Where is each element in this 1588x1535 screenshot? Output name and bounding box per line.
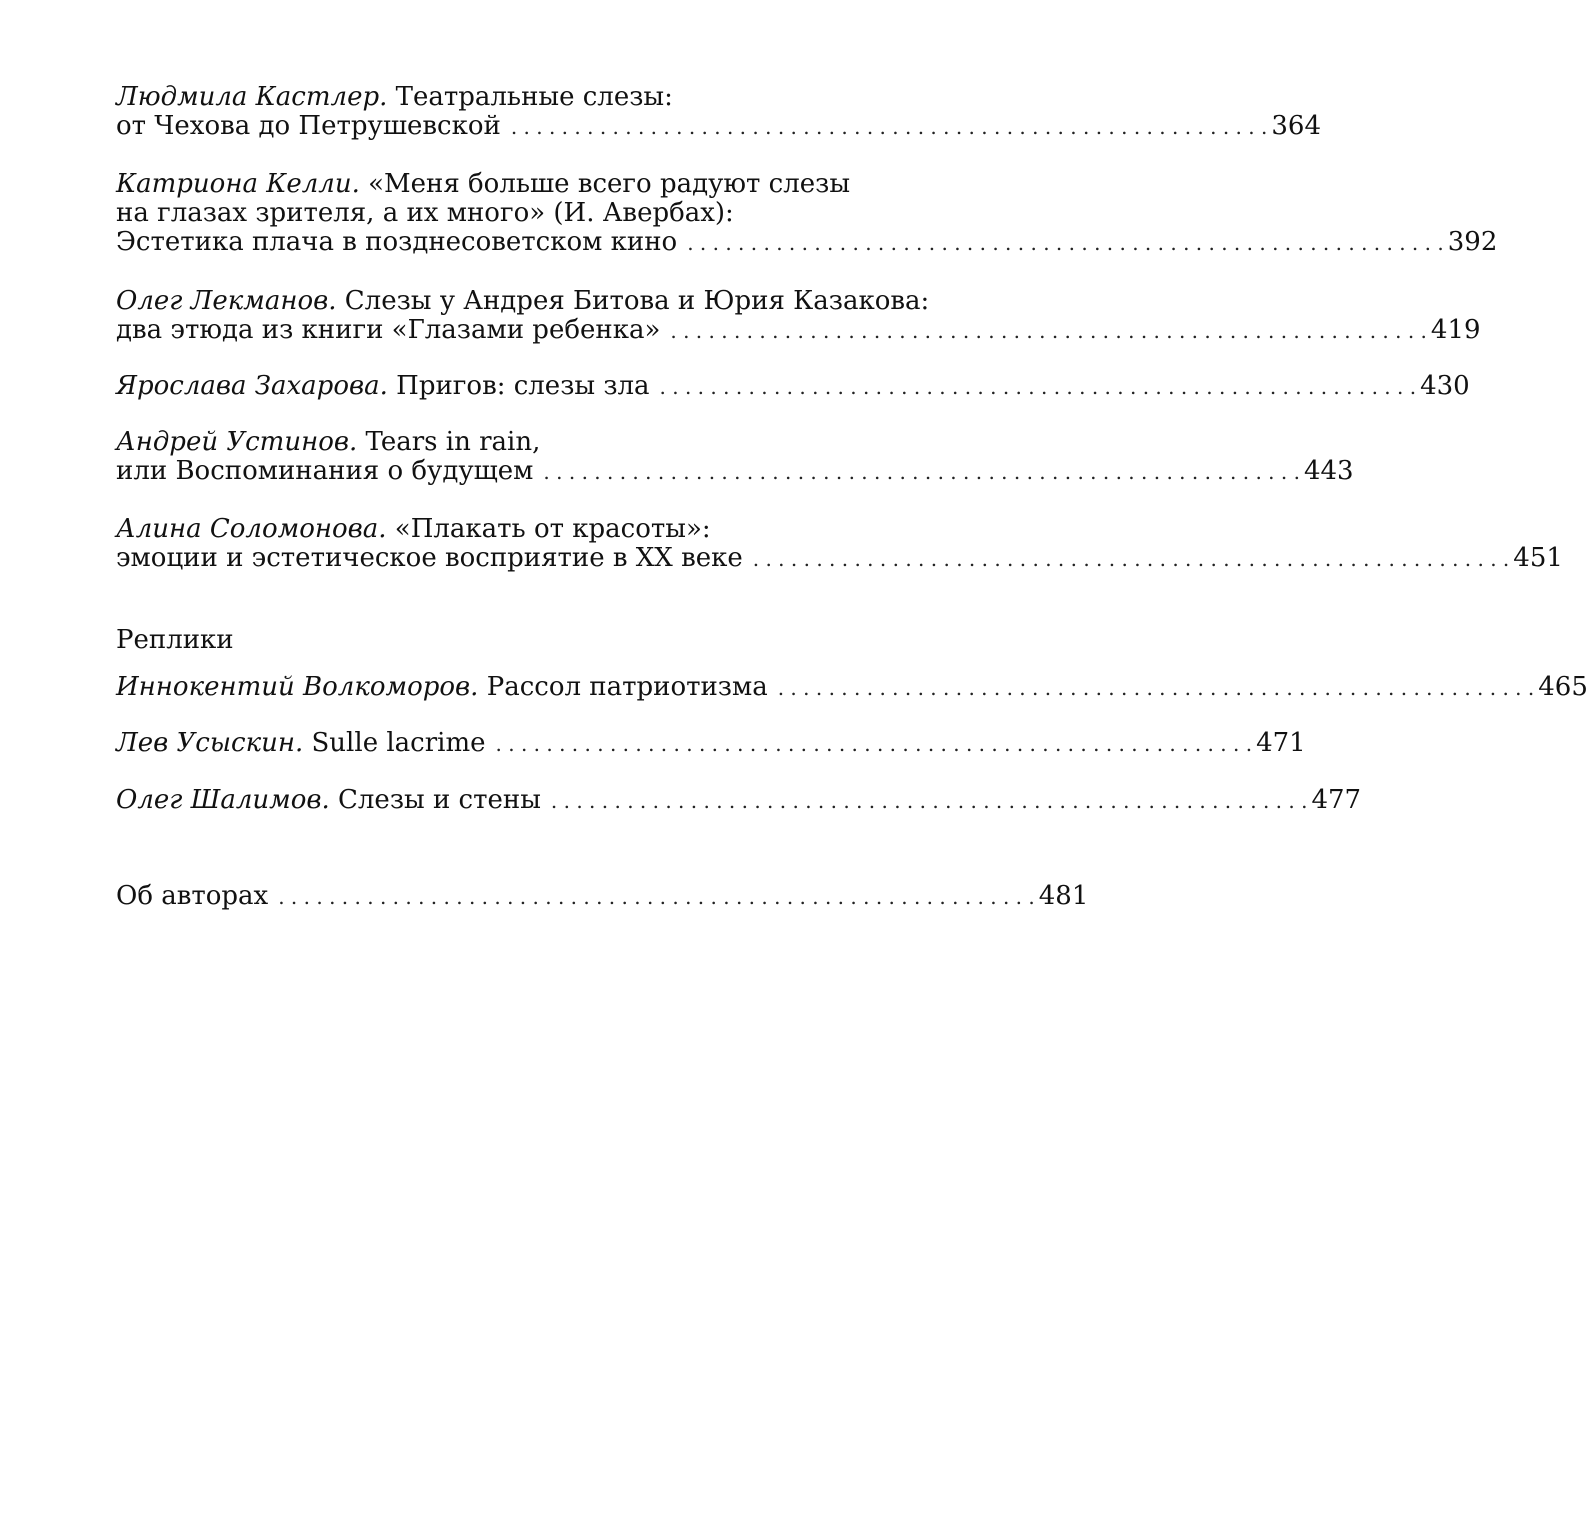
toc-author: Катриона Келли. bbox=[116, 169, 360, 199]
toc-entry[interactable] bbox=[116, 672, 1588, 703]
toc-title: Слезы у Андрея Битова и Юрия Казакова: bbox=[344, 286, 930, 316]
leader-dots: . . . . . . . . . . . . . . . . . . . . . . . . . . . . . . . . . . . . . . . . . . . . . . . . . . . . . . . . . . . . bbox=[659, 375, 1417, 399]
toc-title-line bbox=[116, 729, 486, 758]
toc-title: от Чехова до Петрушевской bbox=[116, 111, 501, 141]
toc-page-number: 364 bbox=[1271, 111, 1321, 141]
toc-entry-line bbox=[116, 428, 903, 457]
leader-dots: . . . . . . . . . . . . . . . . . . . . . . . . . . . . . . . . . . . . . . . . . . . . . . . . . . . . . . . . . . . . bbox=[543, 460, 1300, 484]
toc-title: Об авторах bbox=[116, 881, 269, 911]
toc-entry-line bbox=[116, 170, 903, 199]
section-heading: Реплики bbox=[116, 625, 234, 655]
toc-entry-last-line bbox=[116, 672, 1588, 703]
toc-entry[interactable] bbox=[116, 82, 1321, 142]
toc-author: Алина Соломонова. bbox=[116, 514, 387, 544]
toc-title: Слезы и стены bbox=[338, 785, 541, 815]
toc-entry[interactable] bbox=[116, 728, 1306, 759]
toc-author: Людмила Кастлер. bbox=[116, 82, 388, 112]
leader-dots: . . . . . . . . . . . . . . . . . . . . . . . . . . . . . . . . . . . . . . . . . . . . . . . . . . . . . . . . . . . . bbox=[278, 885, 1035, 909]
toc-page-number: 443 bbox=[1303, 456, 1354, 486]
toc-title: «Меня больше всего радуют слезы bbox=[368, 169, 851, 199]
toc-entry[interactable] bbox=[116, 427, 1354, 487]
toc-title: Пригов: слезы зла bbox=[396, 371, 650, 401]
toc-title: два этюда из книги «Глазами ребенка» bbox=[116, 315, 661, 345]
toc-entry-last-line bbox=[116, 543, 1563, 574]
toc-entry-last-line bbox=[116, 728, 1306, 759]
toc-entry-last-line bbox=[116, 111, 1321, 142]
toc-title: Sulle lacrime bbox=[311, 728, 486, 758]
toc-entry[interactable] bbox=[116, 514, 1563, 574]
toc-entry[interactable] bbox=[116, 169, 1498, 258]
leader-dots: . . . . . . . . . . . . . . . . . . . . . . . . . . . . . . . . . . . . . . . . . . . . . . . . . . . . . . . . . . . . bbox=[670, 319, 1427, 343]
toc-title: эмоции и эстетическое восприятие в XX веке bbox=[116, 543, 743, 573]
toc-author: Ярослава Захарова. bbox=[116, 371, 388, 401]
toc-entry-line bbox=[116, 515, 903, 544]
toc-title-line bbox=[116, 786, 541, 815]
toc-title: Tears in rain, bbox=[365, 427, 541, 457]
toc-page-number: 451 bbox=[1513, 543, 1563, 573]
toc-page-number: 471 bbox=[1256, 728, 1306, 758]
toc-author: Олег Шалимов. bbox=[116, 785, 330, 815]
toc-entry-last-line bbox=[116, 227, 1498, 258]
leader-dots: . . . . . . . . . . . . . . . . . . . . . . . . . . . . . . . . . . . . . . . . . . . . . . . . . . . . . . . . . . . . bbox=[752, 547, 1510, 571]
toc-page-number: 419 bbox=[1430, 315, 1481, 345]
toc-title-line bbox=[116, 372, 650, 401]
toc-author: Андрей Устинов. bbox=[116, 427, 358, 457]
leader-dots: . . . . . . . . . . . . . . . . . . . . . . . . . . . . . . . . . . . . . . . . . . . . . . . . . . . . . . . . . . . . bbox=[495, 732, 1253, 756]
leader-dots: . . . . . . . . . . . . . . . . . . . . . . . . . . . . . . . . . . . . . . . . . . . . . . . . . . . . . . . . . . . . bbox=[687, 231, 1444, 255]
toc-page-number: 481 bbox=[1038, 881, 1089, 911]
toc-title: на глазах зрителя, а их много» (И. Авербах): bbox=[116, 198, 734, 228]
toc-author: Лев Усыскин. bbox=[116, 728, 304, 758]
toc-entry[interactable] bbox=[116, 286, 1481, 346]
toc-entry[interactable] bbox=[116, 371, 1470, 402]
toc-title-line bbox=[116, 673, 768, 702]
toc-entry-line bbox=[116, 286, 930, 316]
toc-entry-last-line bbox=[116, 881, 1089, 912]
toc-entry-about-authors[interactable] bbox=[116, 881, 1089, 912]
toc-page-number: 430 bbox=[1420, 371, 1470, 401]
toc-page-number: 392 bbox=[1447, 227, 1498, 257]
leader-dots: . . . . . . . . . . . . . . . . . . . . . . . . . . . . . . . . . . . . . . . . . . . . . . . . . . . . . . . . . . . . bbox=[550, 789, 1308, 813]
toc-title: или Воспоминания о будущем bbox=[116, 456, 534, 486]
toc-entry[interactable] bbox=[116, 785, 1362, 816]
toc-entry-last-line bbox=[116, 785, 1362, 816]
toc-title: Рассол патриотизма bbox=[486, 672, 768, 702]
toc-entry-last-line bbox=[116, 315, 1481, 346]
toc-title: Эстетика плача в позднесоветском кино bbox=[116, 227, 678, 257]
toc-entry-line bbox=[116, 199, 903, 228]
toc-author: Олег Лекманов. bbox=[116, 286, 337, 316]
leader-dots: . . . . . . . . . . . . . . . . . . . . . . . . . . . . . . . . . . . . . . . . . . . . . . . . . . . . . . . . . . . . bbox=[510, 115, 1268, 139]
toc-page-number: 465 bbox=[1538, 672, 1588, 702]
toc-author: Иннокентий Волкоморов. bbox=[116, 672, 479, 702]
toc-entry-last-line bbox=[116, 456, 1354, 487]
toc-entry-line bbox=[116, 83, 903, 112]
toc-title: Театральные слезы: bbox=[395, 82, 673, 112]
leader-dots: . . . . . . . . . . . . . . . . . . . . . . . . . . . . . . . . . . . . . . . . . . . . . . . . . . . . . . . . . . . . bbox=[777, 676, 1535, 700]
toc-title: «Плакать от красоты»: bbox=[394, 514, 711, 544]
toc-page-number: 477 bbox=[1311, 785, 1362, 815]
toc-entry-last-line bbox=[116, 371, 1470, 402]
